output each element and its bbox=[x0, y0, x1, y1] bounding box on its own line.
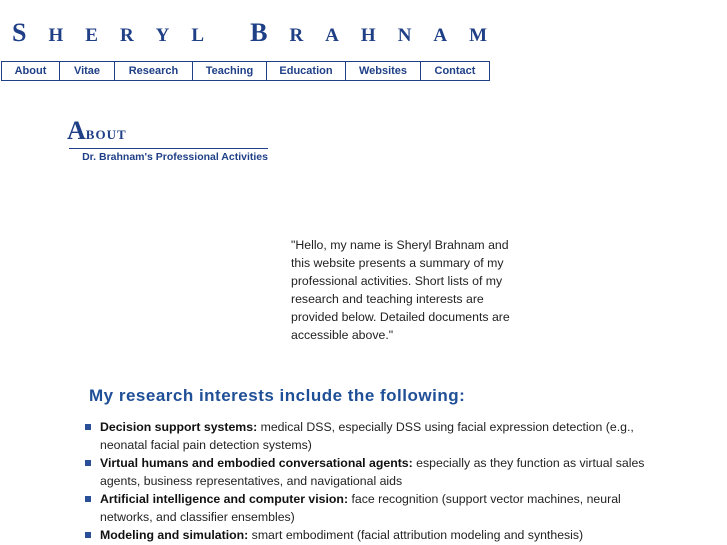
title-letter: R bbox=[119, 25, 134, 46]
item-term: Artificial intelligence and computer vision: bbox=[100, 492, 349, 506]
research-list bbox=[85, 418, 645, 544]
item-desc: smart embodiment (facial attribution modeling and synthesis) bbox=[248, 528, 584, 542]
list-item bbox=[85, 526, 645, 544]
item-term: Decision support systems: bbox=[100, 420, 258, 434]
square-bullet-icon bbox=[85, 496, 91, 502]
nav-research[interactable]: Research bbox=[115, 62, 193, 80]
title-letter: M bbox=[469, 25, 488, 46]
title-initial: S bbox=[12, 18, 27, 47]
title-word-first bbox=[12, 18, 204, 48]
item-desc: face recognition (support vector machines, neural networks, and classifier ensembles) bbox=[100, 492, 621, 524]
main-nav bbox=[1, 61, 490, 81]
list-item bbox=[85, 418, 645, 454]
square-bullet-icon bbox=[85, 460, 91, 466]
title-letter: E bbox=[85, 25, 98, 46]
section-title-rest: BOUT bbox=[85, 127, 127, 142]
square-bullet-icon bbox=[85, 424, 91, 430]
title-letter: H bbox=[48, 25, 64, 46]
item-desc: medical DSS, especially DSS using facial expression detection (e.g., neonatal facial pain detection systems) bbox=[100, 420, 634, 452]
title-initial: B bbox=[250, 18, 268, 47]
nav-vitae[interactable]: Vitae bbox=[60, 62, 115, 80]
title-letter: A bbox=[325, 25, 339, 46]
section-title bbox=[67, 116, 127, 146]
title-letter: L bbox=[191, 25, 205, 46]
title-word-last bbox=[250, 18, 487, 48]
section-title-initial: A bbox=[67, 116, 86, 145]
title-letter: Y bbox=[155, 25, 170, 46]
title-letter: A bbox=[433, 25, 448, 46]
title-letter: R bbox=[289, 25, 304, 46]
nav-contact[interactable]: Contact bbox=[421, 62, 490, 80]
nav-about[interactable]: About bbox=[2, 62, 60, 80]
research-heading: My research interests include the following: bbox=[89, 386, 466, 405]
item-term: Virtual humans and embodied conversational agents: bbox=[100, 456, 413, 470]
nav-education[interactable]: Education bbox=[267, 62, 346, 80]
section-subtitle: Dr. Brahnam's Professional Activities bbox=[69, 148, 268, 163]
list-item bbox=[85, 454, 645, 490]
item-term: Modeling and simulation: bbox=[100, 528, 249, 542]
square-bullet-icon bbox=[85, 532, 91, 538]
title-letter: N bbox=[397, 25, 412, 46]
list-item bbox=[85, 490, 645, 526]
item-desc: especially as they function as virtual sales agents, business representatives, and navigational aids bbox=[100, 456, 645, 488]
intro-quote: "Hello, my name is Sheryl Brahnam and this website presents a summary of my professional activities. Short lists of my research and teaching interests are provided below. Detailed documents are accessible above." bbox=[291, 238, 510, 342]
title-letter: H bbox=[360, 25, 376, 46]
nav-teaching[interactable]: Teaching bbox=[193, 62, 267, 80]
site-title bbox=[12, 18, 487, 48]
nav-websites[interactable]: Websites bbox=[346, 62, 421, 80]
